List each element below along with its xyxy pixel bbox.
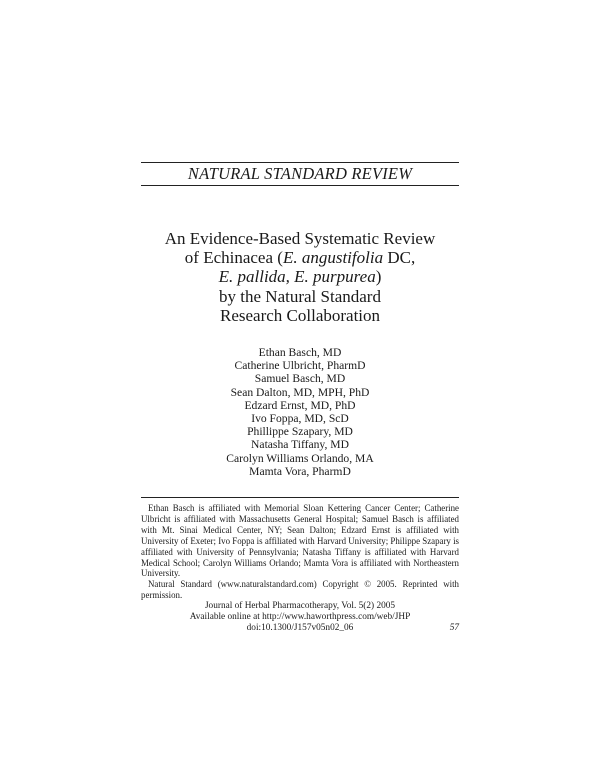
title-line-5: Research Collaboration (219, 305, 381, 325)
author-name: Ivo Foppa, MD, ScD (251, 412, 349, 426)
author-name: Catherine Ulbricht, PharmD (234, 359, 366, 373)
title-species-angustifolia: E. angustifolia (282, 248, 384, 268)
footnote-divider (141, 497, 459, 498)
title-line-2-text-c: DC, (383, 248, 416, 268)
journal-info (141, 601, 459, 635)
copyright-text: Natural Standard (www.naturalstandard.com) Copyright © 2005. Reprinted with permission. (141, 579, 459, 601)
title-line-3 (100, 267, 500, 286)
author-name: Edzard Ernst, MD, PhD (244, 398, 356, 412)
affiliations-text: Ethan Basch is affiliated with Memorial Sloan Kettering Cancer Center; Catherine Ulbricht is affiliated with Massachusetts General Hospital; Samuel Basch is affiliated with Mt. Sinai Medical Center, NY; Sean Dalton; Edzard Ernst is affiliated with University of Exeter; Ivo Foppa is affiliated with Harvard University; Philippe Szapary is affiliated with University of Pennsylvania; Natasha Tiffany is affiliated with Harvard Medical School; Carolyn Williams Orlando; Mamta Vora is affiliated with Northeastern University. (141, 503, 459, 579)
page-number: 57 (449, 623, 459, 633)
author-name: Phillippe Szapary, MD (247, 425, 353, 439)
author-name: Sean Dalton, MD, MPH, PhD (230, 385, 370, 399)
title-species-pallida-purpurea: E. pallida, E. purpurea (218, 267, 376, 287)
journal-doi: doi:10.1300/J157v05n02_06 (246, 623, 354, 634)
title-line-1: An Evidence-Based Systematic Review (164, 229, 436, 248)
author-name: Ethan Basch, MD (258, 346, 342, 359)
footnote (141, 503, 459, 601)
title-line-2 (100, 248, 500, 267)
section-heading: NATURAL STANDARD REVIEW (187, 164, 413, 183)
header-rule-top (141, 162, 459, 163)
title-line-2-text-a: of Echinacea ( (184, 248, 283, 268)
journal-citation: Journal of Herbal Pharmacotherapy, Vol. 5(2) 2005 (204, 601, 396, 611)
author-name: Samuel Basch, MD (254, 372, 346, 386)
author-name: Mamta Vora, PharmD (249, 464, 351, 478)
journal-availability: Available online at http://www.haworthpress.com/web/JHP (189, 612, 411, 623)
header-rule-bottom (141, 185, 459, 186)
author-list (150, 346, 450, 478)
author-name: Natasha Tiffany, MD (251, 438, 349, 452)
article-title (100, 229, 500, 325)
author-name: Carolyn Williams Orlando, MA (226, 451, 374, 465)
title-line-3-paren: ) (375, 267, 382, 287)
title-line-4: by the Natural Standard (219, 286, 381, 306)
